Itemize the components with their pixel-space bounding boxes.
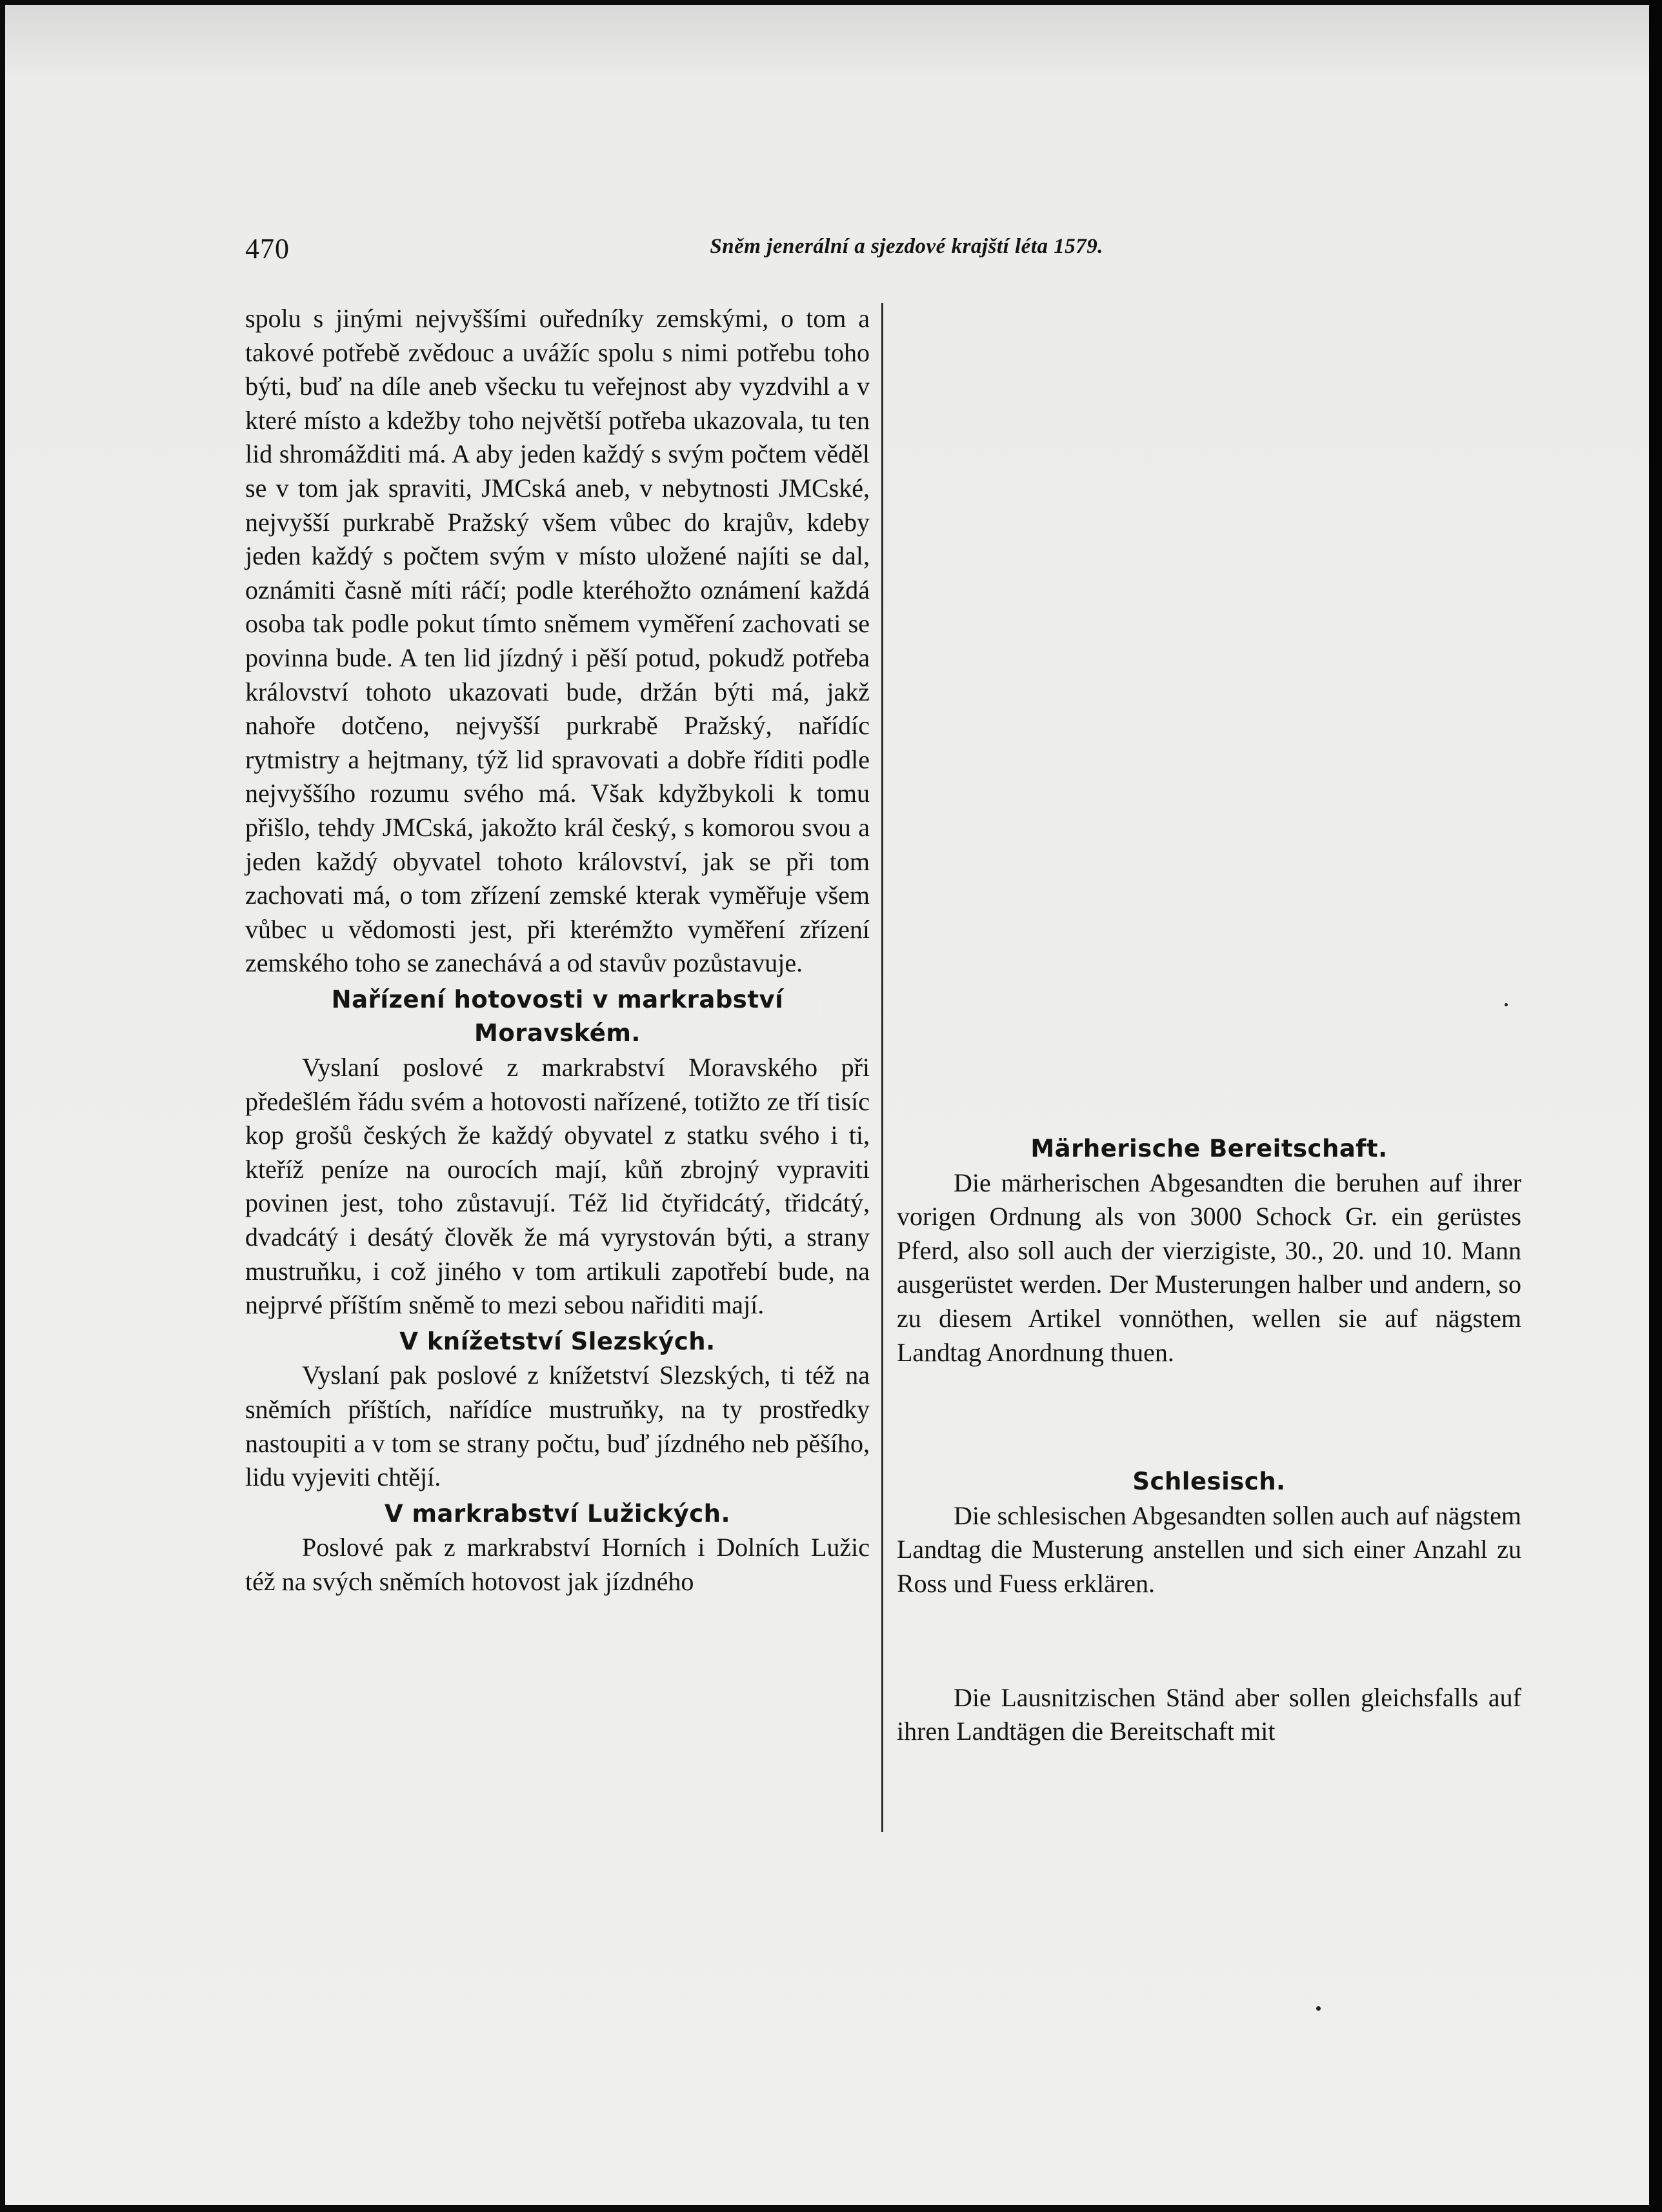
section-text-lausnitz: Die Lausnitzischen Ständ aber sollen gleichsfalls auf ihren Landtägen die Bereitschaft mit (897, 1682, 1521, 1746)
running-title: Sněm jenerální a sjezdové krajští léta 1579. (710, 235, 1103, 258)
section-text-silesia: Vyslaní pak poslové z knížetství Slezských, ti též na sněmích příštích, nařídíce mustruňky, na ty prostředky nastoupiti a v tom se strany počtu, buď jízdného neb pěšího, lidu vyjeviti chtějí. (245, 1360, 870, 1492)
page-header (245, 232, 1103, 271)
right-column-german (897, 1132, 1521, 1749)
section-text-moravia: Vyslaní poslové z markrabství Moravského při předešlém řádu svém a hotovosti nařízené, totižto ze tří tisíc kop grošů českých že každý obyvatel z statku svého i ti, kteříž peníze na ourocích mají, kůň zbrojný vypraviti povinen jest, toho zůstavují. Též lid čtyřidcátý, třidcátý, dvadcátý i desátý člověk že má vyrystován býti, a strany mustruňku, i což jiného v tom artikuli zapotřebí bude, na nejprvé příštím sněmě to mezi sebou nařiditi mají. (245, 1053, 870, 1320)
section-text-lusatia: Poslové pak z markrabství Horních i Dolních Lužic též na svých sněmích hotovost jak jízdného (245, 1533, 870, 1596)
section-text-schlesien: Die schlesischen Abgesandten sollen auch auf nägstem Landtag die Musterung anstellen und sich einer Anzahl zu Ross und Fuess erklären. (897, 1500, 1521, 1598)
section-heading-schlesien: Schlesisch. (1132, 1468, 1286, 1496)
scan-border (1649, 0, 1662, 2212)
intro-paragraph: spolu s jinými nejvyššími ouředníky zemskými, o tom a takové potřebě zvědouc a uvážíc spolu s nimi potřebu toho býti, buď na díle aneb všecku tu veřejnost aby vyzdvihl a v které místo a kdežby toho největší potřeba ukazovala, tu ten lid shromážditi má. A aby jeden každý s svým počtem věděl se v tom jak spraviti, JMCská aneb, v nebytnosti JMCské, nejvyšší purkrabě Pražský všem vůbec do krajův, kdeby jeden každý s počtem svým v místo uložené najíti se dal, oznámiti časně míti ráčí; podle kteréhožto oznámení každá osoba tak podle pokut tímto sněmem vyměření zachovati se povinna bude. A ten lid jízdný i pěší potud, pokudž potřeba království tohoto ukazovati bude, držán býti má, jakž nahoře dotčeno, nejvyšší purkrabě Pražský, nařídíc rytmistry a hejtmany, týž lid spravovati a dobře říditi podle nejvyššího rozumu svého má. Však kdyžbykoli k tomu přišlo, tehdy JMCská, jakožto král český, s komorou svou a jeden každý obyvatel tohoto království, jak se při tom zachovati má, o tom zřízení zemské kterak vyměřuje všem vůbec u vědomosti jest, při kterémžto vyměření zřízení zemského toho se zanechává a od stavův pozůstavuje. (245, 304, 870, 978)
ink-speck (1316, 2006, 1321, 2011)
section-heading-lusatia: V markrabství Lužických. (384, 1499, 731, 1528)
section-heading-moravia: Nařízení hotovosti v markrabství Moravském. (331, 985, 784, 1048)
ink-speck (1505, 1003, 1508, 1006)
section-heading-maehren: Märherische Bereitschaft. (1030, 1135, 1388, 1162)
column-divider (881, 303, 883, 1832)
section-text-maehren: Die märherischen Abgesandten die beruhen auf ihrer vorigen Ordnung als von 3000 Schock Gr. ein gerüstes Pferd, also soll auch der vierzigiste, 30., 20. und 10. Mann ausgerüstet werden. Der Musterungen halber und andern, so zu diesem Artikel vonnöthen, wellen sie auf nägstem Landtag Anordnung thuen. (897, 1168, 1521, 1367)
section-heading-silesia: V knížetství Slezských. (399, 1327, 716, 1355)
page-number: 470 (245, 233, 290, 264)
left-column-czech (245, 302, 870, 1599)
